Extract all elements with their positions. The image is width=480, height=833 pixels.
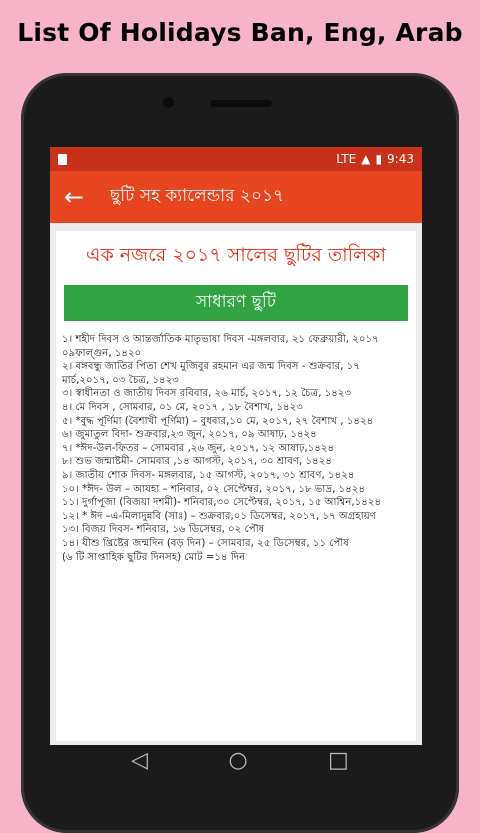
- nav-back-icon[interactable]: ◁: [131, 747, 149, 773]
- list-item: ৪। মে দিবস , সোমবার, ০১ মে, ২০১৭ , ১৮ বৈশাখ, ১৪২৩: [62, 401, 303, 413]
- headline: এক নজরে ২০১৭ সালের ছুটির তালিকা: [86, 244, 386, 266]
- status-bar: [50, 147, 422, 171]
- list-item: ১০। *ঈদ- উল – আযহা – শনিবার, ০২ সেপ্টেম্বর, ২০১৭, ১৮ ভাদ্র, ১৪২৪: [62, 483, 366, 495]
- earpiece-speaker: [210, 100, 272, 107]
- list-item: ৭। *ঈদ-উল-ফিতর – সোমবার ,২৬ জুন, ২০১৭, ১২ আষাঢ়,১৪২৪: [62, 442, 335, 454]
- list-item: ১। শহীদ দিবস ও আন্তর্জাতিক মাতৃভাষা দিবস -মঙ্গলবার, ২১ ফেব্রুয়ারী, ২০১৭ ০৯ফাল্গুন, ১৪২০: [62, 334, 379, 359]
- signal-icon: ▲: [361, 152, 371, 166]
- system-nav-bar: [21, 725, 459, 795]
- section-title: সাধারণ ছুটি: [64, 285, 408, 321]
- app-title: ছুটি সহ ক্যালেন্ডার ২০১৭: [110, 186, 285, 206]
- phone-frame: [21, 73, 459, 833]
- list-item: ১২। * ঈদ –এ-মিলাদুন্নবি (সাঃ) – শুক্রবার,০১ ডিসেম্বর, ২০১৭, ১৭ অগ্রহায়ণ: [62, 510, 376, 522]
- holiday-list: [62, 333, 410, 564]
- list-item: ১৩। বিজয় দিবস- শনিবার, ১৬ ডিসেম্বর, ০২ পৌষ: [62, 524, 265, 536]
- front-camera: [163, 97, 174, 108]
- nav-recents-icon[interactable]: □: [328, 747, 349, 773]
- app-bar: [50, 171, 422, 223]
- phone-screen: [50, 147, 422, 745]
- promo-caption: List Of Holidays Ban, Eng, Arab: [17, 18, 463, 47]
- list-item: ৮। শুভ জন্মাষ্টমী- সোমবার ,১৪ আগস্ট, ২০১৭, ৩০ শ্রাবণ, ১৪২৪: [62, 456, 332, 468]
- content-card[interactable]: [56, 231, 416, 741]
- list-item: ২। বঙ্গবন্ধু জাতির পিতা শেখ মুজিবুর রহমান এর জন্ম দিবস - শুক্রবার, ১৭ মার্চ,২০১৭, ০৩ চৈত্র, ১৪২৩: [62, 361, 360, 386]
- battery-icon: ▮: [375, 152, 383, 166]
- time-label: 9:43: [387, 152, 414, 166]
- list-item: ১৪। যীশু খ্রিষ্টের জন্মদিন (বড় দিন) – সোমবার, ২৫ ডিসেম্বর, ১১ পৌষ: [62, 537, 349, 549]
- network-label: LTE: [336, 152, 357, 166]
- nav-home-icon[interactable]: ○: [228, 747, 248, 773]
- list-item: ১১। দুর্গাপূজা (বিজয়া দশমী)- শনিবার,৩০ সেপ্টেম্বর, ২০১৭, ১৫ আশ্বিন,১৪২৪: [62, 497, 382, 509]
- list-item: ৫। *বুদ্ধ পূর্ণিমা (বৈশাখী পূর্ণিমা) – বুধবার,১০ মে, ২০১৭, ২৭ বৈশাখ , ১৪২৪: [62, 415, 374, 427]
- list-item: ৬। জুমাতুল বিদা- শুক্রবার,২৩ জুন, ২০১৭, ০৯ আষাঢ়, ১৪২৪: [62, 429, 317, 441]
- arrow-left-icon[interactable]: ←: [64, 183, 85, 211]
- list-item: ৩। স্বাধীনতা ও জাতীয় দিবস রবিবার, ২৬ মার্চ, ২০১৭, ১২ চৈত্র, ১৪২৩: [62, 388, 352, 400]
- list-item: ৯। জাতীয় শোক দিবস- মঙ্গলবার, ১৫ আগস্ট, ২০১৭, ৩১ শ্রাবণ, ১৪২৪: [62, 469, 355, 481]
- sim-icon: [58, 154, 67, 165]
- total-note: (৬ টি সাপ্তাহিক ছুটির দিনসহ) মোট =১৪ দিন: [62, 551, 246, 563]
